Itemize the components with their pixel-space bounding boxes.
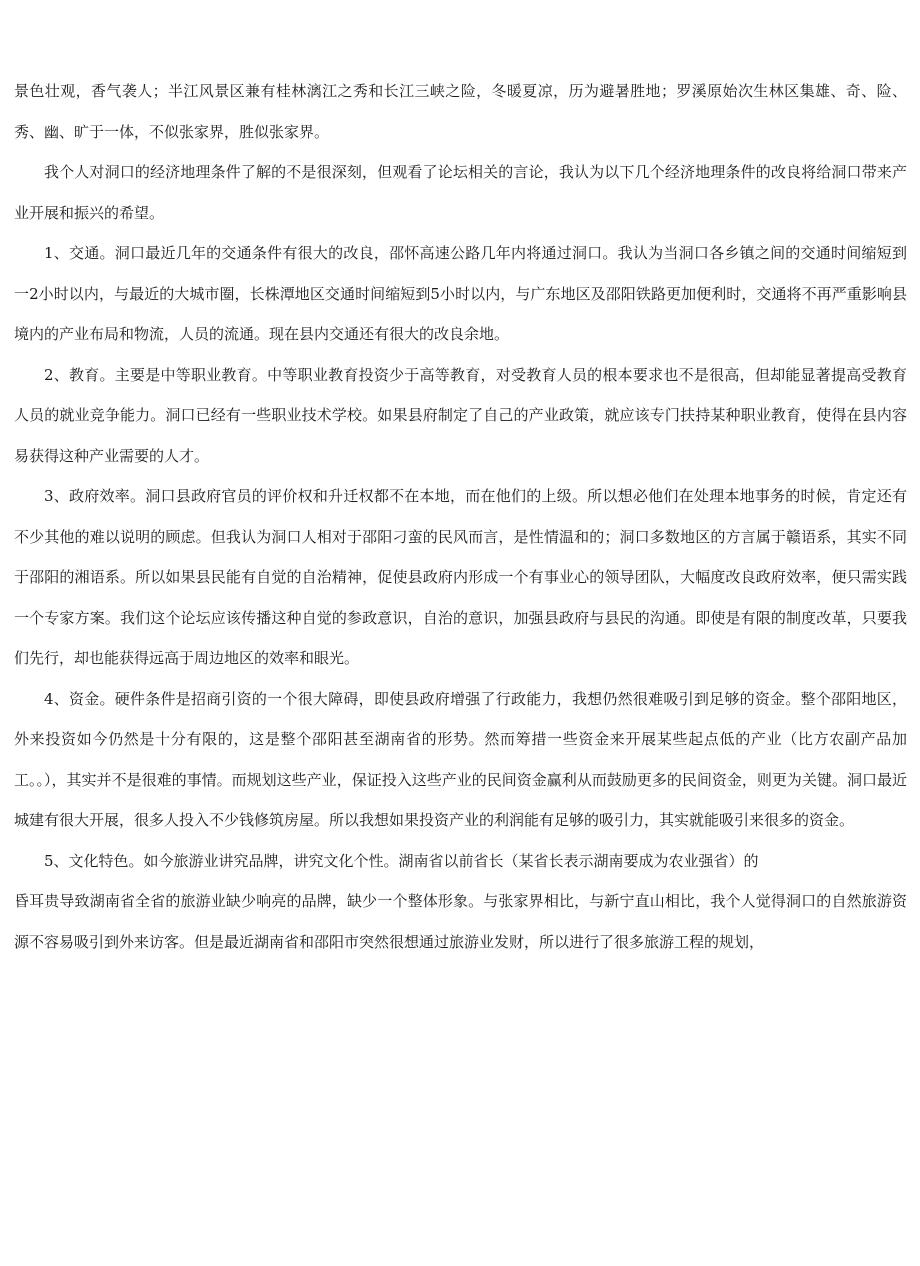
paragraph-scenery: 景色壮观，香气袭人；半江风景区兼有桂林漓江之秀和长江三峡之险，冬暖夏凉，历为避暑胜地；罗溪原始次生林区集雄、奇、险、秀、幽、旷于一体，不似张家界，胜似张家界。 [14, 82, 907, 141]
paragraph-culture: 5、文化特色。如今旅游业讲究品牌，讲究文化个性。湖南省以前省长（某省长表示湖南要成为农业强省）的 [44, 851, 759, 870]
paragraph-education: 2、教育。主要是中等职业教育。中等职业教育投资少于高等教育，对受教育人员的根本要求也不是很高，但却能显著提高受教育人员的就业竞争能力。洞口已经有一些职业技术学校。如果县府制定了自己的产业政策，就应该专门扶持某种职业教育，使得在县内容易获得这种产业需要的人才。 [14, 365, 907, 465]
paragraph-intro: 我个人对洞口的经济地理条件了解的不是很深刻，但观看了论坛相关的言论，我认为以下几个经济地理条件的改良将给洞口带来产业开展和振兴的希望。 [14, 163, 907, 222]
paragraph-culture-continued: 昏耳贵导致湖南省全省的旅游业缺少响亮的品牌，缺少一个整体形象。与张家界相比，与新宁直山相比，我个人觉得洞口的自然旅游资源不容易吸引到外来访客。但是最近湖南省和邵阳市突然很想通过旅游业发财，所以进行了很多旅游工程的规划， [14, 892, 907, 951]
paragraph-funding: 4、资金。硬件条件是招商引资的一个很大障碍，即使县政府增强了行政能力，我想仍然很难吸引到足够的资金。整个邵阳地区，外来投资如今仍然是十分有限的，这是整个邵阳甚至湖南省的形势。然而筹措一些资金来开展某些起点低的产业（比方农副产品加工。。），其实并不是很难的事情。而规划这些产业，保证投入这些产业的民间资金赢利从而鼓励更多的民间资金，则更为关键。洞口最近城建有很大开展，很多人投入不少钱修筑房屋。所以我想如果投资产业的利润能有足够的吸引力，其实就能吸引来很多的资金。 [14, 689, 907, 829]
paragraph-government: 3、政府效率。洞口县政府官员的评价权和升迁权都不在本地，而在他们的上级。所以想必他们在处理本地事务的时候，肯定还有不少其他的难以说明的顾虑。但我认为洞口人相对于邵阳刁蛮的民风而言，是性情温和的；洞口多数地区的方言属于赣语系，其实不同于邵阳的湘语系。所以如果县民能有自觉的自治精神，促使县政府内形成一个有事业心的领导团队，大幅度改良政府效率，便只需实践一个专家方案。我们这个论坛应该传播这种自觉的参政意识，自治的意识，加强县政府与县民的沟通。即使是有限的制度改革，只要我们先行，却也能获得远高于周边地区的效率和眼光。 [14, 487, 907, 667]
paragraph-transport: 1、交通。洞口最近几年的交通条件有很大的改良，邵怀高速公路几年内将通过洞口。我认为当洞口各乡镇之间的交通时间缩短到一2小时以内，与最近的大城市圈，长株潭地区交通时间缩短到5小时以内，与广东地区及邵阳铁路更加便利时，交通将不再严重影响县境内的产业布局和物流，人员的流通。现在县内交通还有很大的改良余地。 [14, 244, 907, 343]
document-body [14, 71, 907, 962]
